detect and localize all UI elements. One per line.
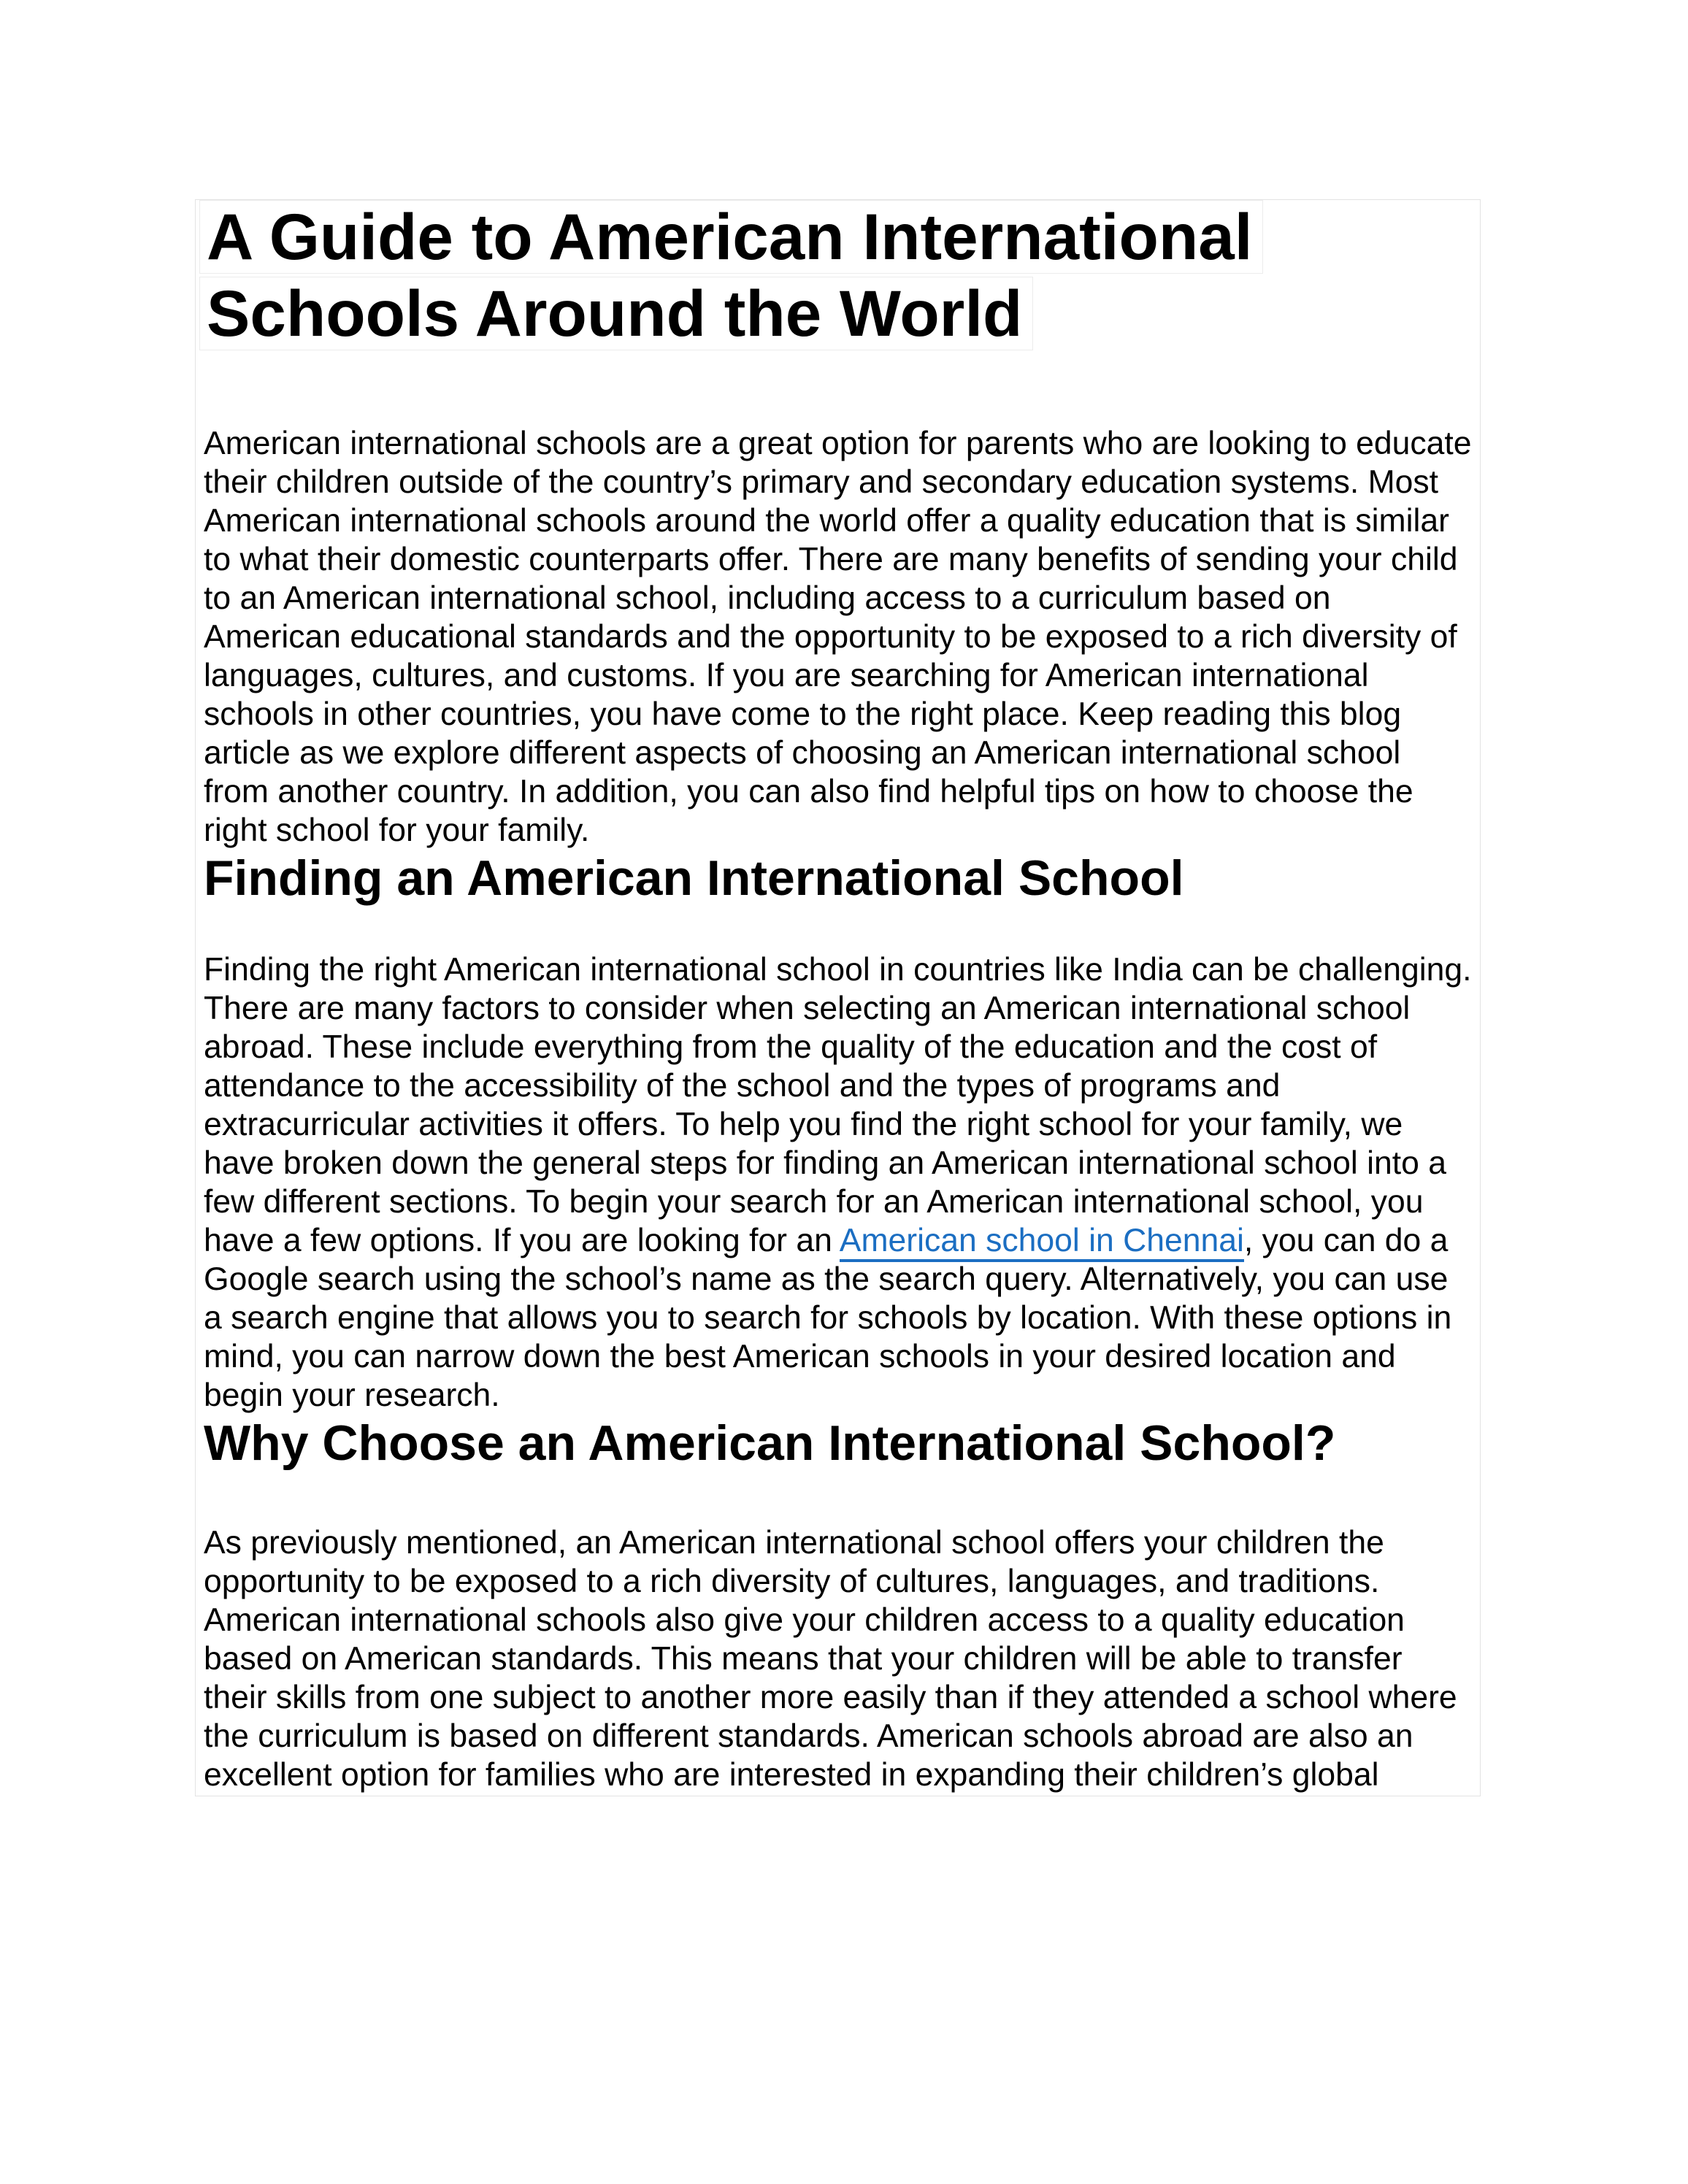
- finding-paragraph-text-after-link: , you can do a Google search using the school’s name as the search query. Alternatively, you can use a search engine that allows you to search for schools by location. With these options in mind, you can narrow down the best American schools in your desired location and begin your research.: [204, 1223, 1452, 1413]
- document-page: [195, 199, 1481, 1796]
- intro-paragraph: American international schools are a great option for parents who are looking to educate their children outside of the country’s primary and secondary education systems. Most American international schools around the world offer a quality education that is similar to what their domestic counterparts offer. There are many benefits of sending your child to an American international school, including access to a curriculum based on American educational standards and the opportunity to be exposed to a rich diversity of languages, cultures, and customs. If you are searching for American international schools in other countries, you have come to the right place. Keep reading this blog article as we explore different aspects of choosing an American international school from another country. In addition, you can also find helpful tips on how to choose the right school for your family.: [204, 426, 1472, 848]
- article-title-line-2: Schools Around the World: [199, 277, 1033, 350]
- section-heading-why-choose: Why Choose an American International School?: [204, 1415, 1336, 1471]
- finding-paragraph-text-before-link: Finding the right American international school in countries like India can be challenging. There are many factors to consider when selecting an American international school abroad. These include everything from the quality of the education and the cost of attendance to the accessibility of the school and the types of programs and extracurricular activities it offers. To help you find the right school for your family, we have broken down the general steps for finding an American international school into a few different sections. To begin your search for an American international school, you have a few options. If you are looking for an: [204, 952, 1472, 1258]
- article-title: [196, 200, 1480, 350]
- why-choose-paragraph: As previously mentioned, an American international school offers your children the opportunity to be exposed to a rich diversity of cultures, languages, and traditions. American international schools also give your children access to a quality education based on American standards. This means that your children will be able to transfer their skills from one subject to another more easily than if they attended a school where the curriculum is based on different standards. American schools abroad are also an excellent option for families who are interested in expanding their children’s global: [204, 1525, 1457, 1793]
- finding-school-paragraph: [204, 950, 1472, 1415]
- american-school-in-chennai-link[interactable]: American school in Chennai: [840, 1223, 1244, 1262]
- section-heading-finding-school: Finding an American International School: [204, 850, 1184, 906]
- article-title-line-1: A Guide to American International: [199, 200, 1263, 274]
